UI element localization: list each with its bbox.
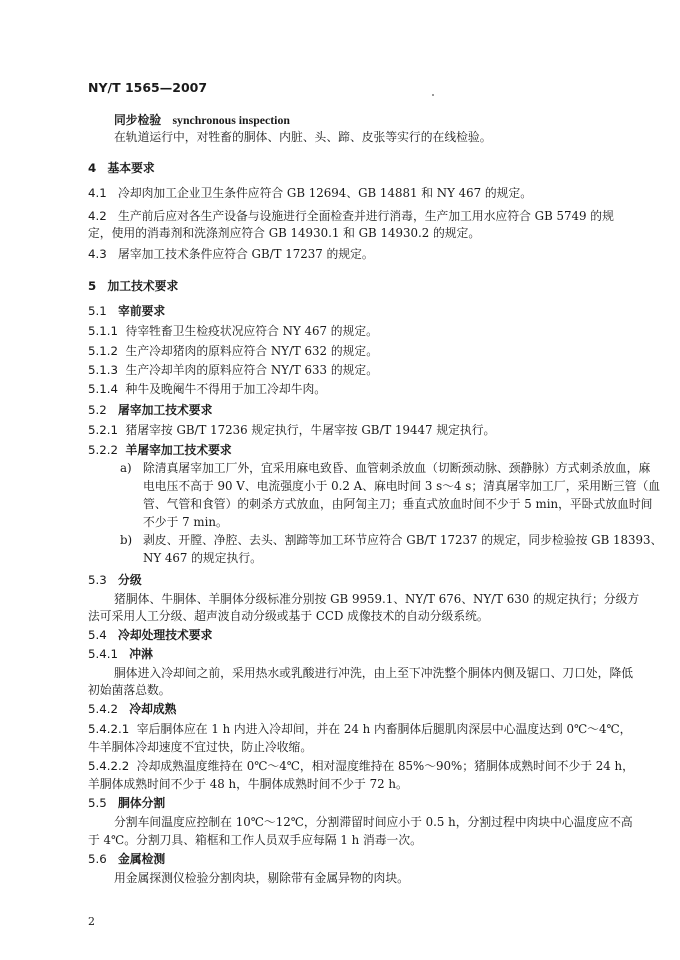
clause-5-2-1-number: 5.2.1 — [88, 423, 119, 437]
clause-5-3-line-1: 猪胴体、牛胴体、羊胴体分级标准分别按 GB 9959.1、NY/T 676、NY/T 630 的规定执行；分级方 — [114, 592, 640, 606]
clause-5-2-2-title: 羊屠宰加工技术要求 — [125, 443, 232, 457]
clause-5-4-2-number: 5.4.2 — [88, 702, 119, 716]
standard-code-header: NY/T 1565—2007 — [88, 80, 208, 95]
item-a-line-3: 管、气管和食管）的刺杀方式放血，由阿訇主刀；垂直式放血时间不少于 5 min，平卧式放血时间 — [143, 497, 653, 511]
clause-4-1-number: 4.1 — [88, 186, 107, 200]
clause-4-2-line-2: 定，使用的消毒剂和洗涤剂应符合 GB 14930.1 和 GB 14930.2 的规定。 — [88, 226, 481, 240]
clause-5-2-1 — [88, 422, 495, 438]
item-a-line-2: 电电压不高于 90 V、电流强度小于 0.2 A、麻电时间 3 s～4 s；清真屠宰加工厂，采用断三管（血 — [143, 479, 661, 493]
clause-5-4-1-heading — [88, 646, 153, 662]
clause-5-6-number: 5.6 — [88, 852, 107, 866]
scan-speck — [432, 94, 434, 96]
clause-5-1-heading — [88, 303, 165, 319]
clause-5-6-text: 用金属探测仪检验分割肉块，剔除带有金属异物的肉块。 — [114, 871, 409, 885]
clause-5-1-2-text: 生产冷却猪肉的原料应符合 NY/T 632 的规定。 — [125, 344, 379, 358]
item-b-label: b) — [120, 533, 133, 547]
clause-5-4-2-1-number: 5.4.2.1 — [88, 722, 130, 736]
clause-5-2-2-number: 5.2.2 — [88, 443, 119, 457]
clause-4-1-text: 冷却肉加工企业卫生条件应符合 GB 12694、GB 14881 和 NY 467 的规定。 — [118, 186, 533, 200]
clause-5-4-2-1 — [88, 721, 631, 737]
clause-5-4-number: 5.4 — [88, 628, 107, 642]
clause-5-4-1-number: 5.4.1 — [88, 647, 119, 661]
clause-5-2-number: 5.2 — [88, 403, 107, 417]
clause-5-5-heading — [88, 795, 165, 811]
clause-5-4-2-1-line-1: 宰后胴体应在 1 h 内进入冷却间，并在 24 h 内畜胴体后腿肌肉深层中心温度达到 0℃～4℃， — [136, 722, 632, 736]
clause-5-4-2-2-line-2: 羊胴体成熟时间不少于 48 h，牛胴体成熟时间不少于 72 h。 — [88, 777, 408, 791]
clause-5-4-1-title: 冲淋 — [129, 647, 153, 661]
clause-5-4-2-title: 冷却成熟 — [129, 702, 177, 716]
clause-5-4-1-line-1: 胴体进入冷却间之前，采用热水或乳酸进行冲洗，由上至下冲洗整个胴体内侧及锯口、刀口处，降低 — [114, 666, 634, 680]
clause-5-4-2-2-line-1: 冷却成熟温度维持在 0℃～4℃，相对湿度维持在 85%～90%；猪胴体成熟时间不少于 24 h， — [136, 759, 634, 773]
section-5-number: 5 — [88, 279, 97, 293]
section-4-heading — [88, 160, 155, 176]
section-5-heading — [88, 278, 178, 294]
item-a-label: a) — [120, 461, 132, 475]
term-title-zh: 同步检验 — [114, 113, 162, 127]
clause-4-3-text: 屠宰加工技术条件应符合 GB/T 17237 的规定。 — [118, 247, 374, 261]
clause-4-2-line-1: 生产前后应对各生产设备与设施进行全面检查并进行消毒，生产加工用水应符合 GB 5749 的规 — [118, 209, 614, 223]
term-title — [114, 112, 290, 128]
section-4-number: 4 — [88, 161, 97, 175]
clause-5-6-heading — [88, 851, 165, 867]
clause-5-4-heading — [88, 627, 212, 643]
item-a-line-1: 除清真屠宰加工厂外，宜采用麻电致昏、血管刺杀放血（切断颈动脉、颈静脉）方式刺杀放血，麻 — [143, 461, 651, 475]
clause-5-3-number: 5.3 — [88, 573, 107, 587]
clause-5-4-1-line-2: 初始菌落总数。 — [88, 683, 171, 697]
clause-5-4-2-1-line-2: 牛羊胴体冷却速度不宜过快，防止冷收缩。 — [88, 740, 313, 754]
clause-5-5-number: 5.5 — [88, 796, 107, 810]
clause-5-4-2-2-number: 5.4.2.2 — [88, 759, 130, 773]
clause-5-1-2-number: 5.1.2 — [88, 344, 119, 358]
clause-5-1-title: 宰前要求 — [118, 304, 166, 318]
item-a-line-4: 不少于 7 min。 — [143, 515, 228, 529]
clause-5-1-1 — [88, 323, 378, 339]
section-4-title: 基本要求 — [107, 161, 155, 175]
clause-5-1-number: 5.1 — [88, 304, 107, 318]
clause-5-2-2-heading — [88, 442, 232, 458]
clause-5-1-4-text: 种牛及晚阉牛不得用于加工冷却牛肉。 — [125, 382, 327, 396]
clause-5-6-title: 金属检测 — [118, 852, 166, 866]
item-b-line-1: 剥皮、开膛、净腔、去头、割蹄等加工环节应符合 GB/T 17237 的规定，同步检验按 GB 18393、 — [143, 533, 663, 547]
clause-5-5-line-2: 于 4℃。分割刀具、箱框和工作人员双手应每隔 1 h 消毒一次。 — [88, 833, 422, 847]
clause-5-2-heading — [88, 402, 212, 418]
clause-5-1-1-text: 待宰牲畜卫生检疫状况应符合 NY 467 的规定。 — [125, 324, 378, 338]
clause-5-1-3 — [88, 362, 378, 378]
clause-4-3-number: 4.3 — [88, 247, 107, 261]
clause-5-1-3-text: 生产冷却羊肉的原料应符合 NY/T 633 的规定。 — [125, 363, 379, 377]
clause-5-2-1-text: 猪屠宰按 GB/T 17236 规定执行，牛屠宰按 GB/T 19447 规定执行。 — [125, 423, 496, 437]
clause-5-3-line-2: 法可采用人工分级、超声波自动分级或基于 CCD 成像技术的自动分级系统。 — [88, 609, 489, 623]
clause-5-3-title: 分级 — [118, 573, 142, 587]
clause-5-5-line-1: 分割车间温度应控制在 10℃～12℃，分割滞留时间应小于 0.5 h，分割过程中肉块中心温度应不高 — [114, 815, 633, 829]
clause-5-1-4 — [88, 381, 326, 397]
clause-4-1 — [88, 185, 532, 201]
item-b-line-2: NY 467 的规定执行。 — [143, 551, 262, 565]
term-title-en: synchronous inspection — [172, 113, 290, 127]
clause-4-3 — [88, 246, 374, 262]
clause-5-1-4-number: 5.1.4 — [88, 382, 119, 396]
clause-5-1-2 — [88, 343, 378, 359]
clause-5-3-heading — [88, 572, 142, 588]
section-5-title: 加工技术要求 — [107, 279, 179, 293]
clause-5-1-3-number: 5.1.3 — [88, 363, 119, 377]
clause-5-4-2-heading — [88, 701, 176, 717]
clause-5-4-title: 冷却处理技术要求 — [118, 628, 213, 642]
term-definition: 在轨道运行中，对牲畜的胴体、内脏、头、蹄、皮张等实行的在线检验。 — [114, 130, 492, 144]
clause-5-2-title: 屠宰加工技术要求 — [118, 403, 213, 417]
clause-4-2-number: 4.2 — [88, 209, 107, 223]
clause-5-4-2-2 — [88, 758, 634, 774]
clause-4-2 — [88, 208, 614, 224]
clause-5-1-1-number: 5.1.1 — [88, 324, 119, 338]
page-number: 2 — [88, 915, 95, 928]
clause-5-5-title: 胴体分割 — [118, 796, 166, 810]
